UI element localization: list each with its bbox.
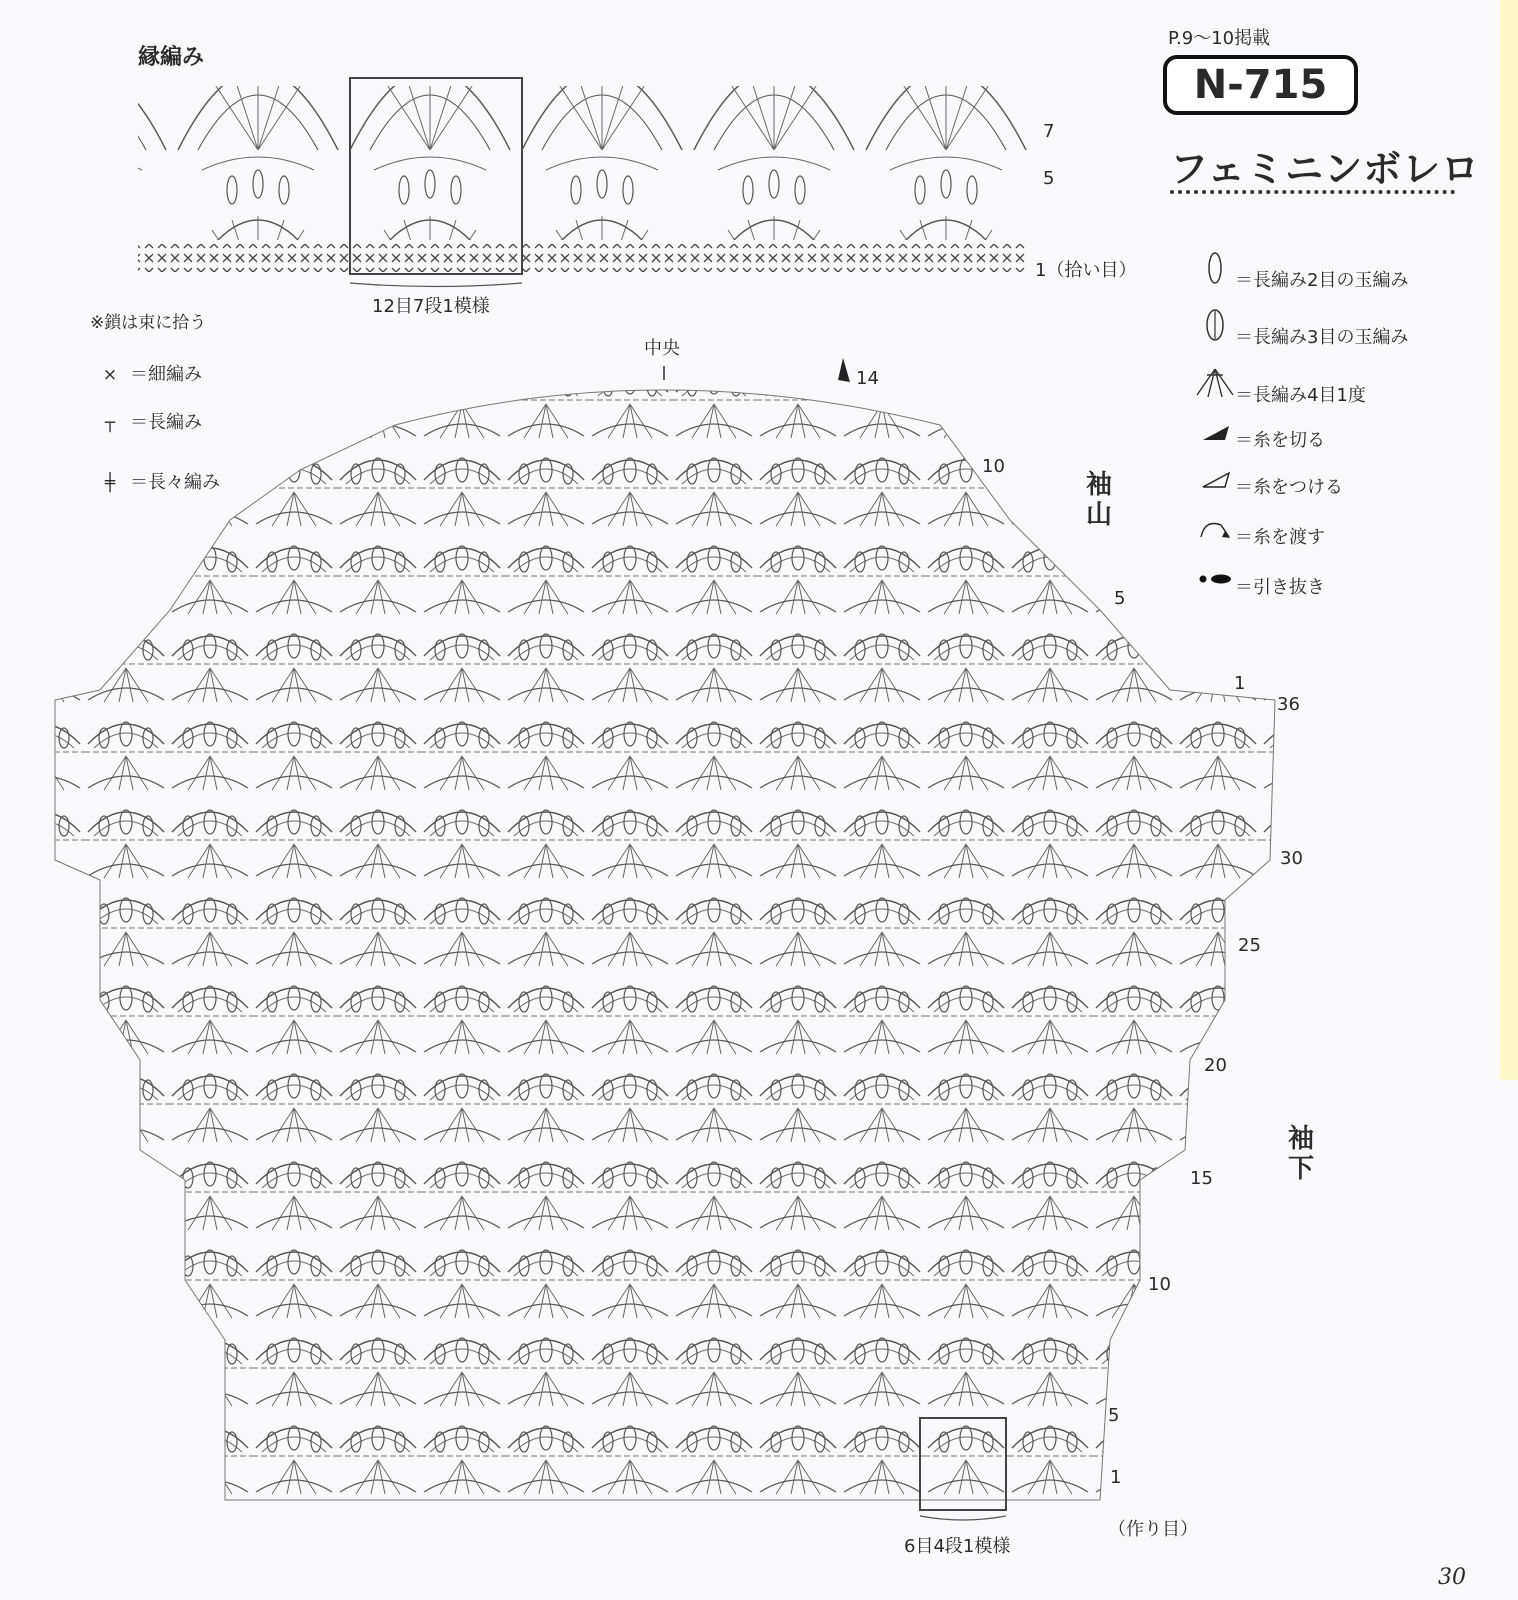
legend-carry-yarn: ＝糸を渡す xyxy=(1195,515,1325,549)
edging-row-1-label: 1（拾い目） xyxy=(1035,260,1137,281)
underarm-label: 袖下 xyxy=(1287,1124,1314,1184)
cut-yarn-marker xyxy=(838,358,850,382)
edging-row-7-label: 7 xyxy=(1043,121,1055,142)
sleeve-cap-row-5-label: 5 xyxy=(1114,588,1126,609)
page-reference: P.9〜10掲載 xyxy=(1168,28,1271,49)
sleeve-cap-label: 袖山 xyxy=(1085,470,1112,530)
legend-3dc-cluster: ＝長編み3目の玉編み xyxy=(1195,307,1408,349)
legend-treble-crochet: ╪ ＝長々編み xyxy=(90,468,220,494)
single-crochet-icon: × xyxy=(102,365,118,385)
edging-row-5-label: 5 xyxy=(1043,168,1055,189)
2dc-cluster-icon xyxy=(1195,250,1235,286)
sleeve-row-1-label: 1 xyxy=(1110,1467,1122,1488)
legend-double-crochet: ┬ ＝長編み xyxy=(90,408,202,434)
sleeve-chart xyxy=(55,358,1275,1520)
sleeve-row-20-label: 20 xyxy=(1204,1055,1227,1076)
chain-note: ※鎖は束に拾う xyxy=(90,313,207,333)
sleeve-row-15-label: 15 xyxy=(1190,1168,1213,1189)
legend-slip-stitch: ＝引き抜き xyxy=(1195,565,1325,599)
sleeve-row-30-label: 30 xyxy=(1280,848,1303,869)
slip-stitch-icon xyxy=(1195,565,1235,593)
double-crochet-icon: ┬ xyxy=(104,413,116,433)
4dc-together-icon xyxy=(1195,365,1235,401)
3dc-cluster-icon xyxy=(1195,307,1235,343)
legend-single-crochet: × ＝細編み xyxy=(90,360,202,386)
carry-yarn-icon xyxy=(1195,515,1235,543)
cut-yarn-icon xyxy=(1195,418,1235,446)
legend-cut-yarn: ＝糸を切る xyxy=(1195,418,1325,452)
pattern-id-badge: N-715 xyxy=(1163,55,1358,115)
sleeve-row-10-label: 10 xyxy=(1148,1274,1171,1295)
edging-repeat-brace xyxy=(350,283,522,287)
edging-repeat-label: 12目7段1模様 xyxy=(372,296,490,317)
edging-chart xyxy=(138,78,1028,287)
page-number: 30 xyxy=(1438,1565,1466,1590)
treble-crochet-icon: ╪ xyxy=(104,473,116,493)
sleeve-row-14-label: 14 xyxy=(856,368,879,389)
sleeve-repeat-brace xyxy=(920,1516,1006,1520)
legend-2dc-cluster: ＝長編み2目の玉編み xyxy=(1195,250,1408,292)
pattern-title: フェミニンボレロ xyxy=(1170,147,1481,191)
legend-4dc-together: ＝長編み4目1度 xyxy=(1195,365,1366,407)
sleeve-cap-row-1-label: 1 xyxy=(1234,673,1246,694)
sleeve-repeat-label: 6目4段1模様 xyxy=(904,1536,1011,1557)
edging-title: 縁編み xyxy=(138,45,205,70)
sleeve-row-36-label: 36 xyxy=(1277,694,1300,715)
center-label: 中央 xyxy=(644,338,680,359)
join-yarn-icon xyxy=(1195,465,1235,493)
sleeve-row-25-label: 25 xyxy=(1238,935,1261,956)
foundation-chain-label: （作り目） xyxy=(1108,1519,1198,1540)
sleeve-row-5-label: 5 xyxy=(1108,1405,1120,1426)
legend-join-yarn: ＝糸をつける xyxy=(1195,465,1343,499)
sleeve-cap-row-10-label: 10 xyxy=(982,456,1005,477)
